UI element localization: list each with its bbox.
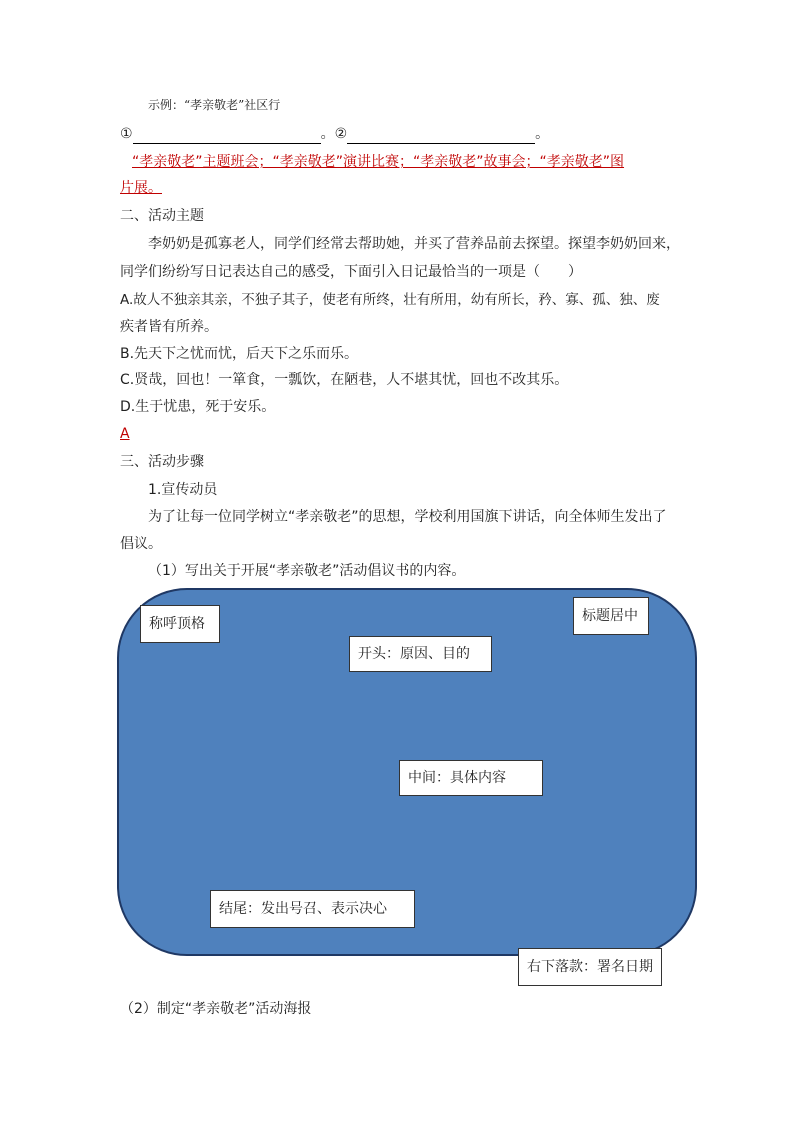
section-2-heading: 二、活动主题: [120, 208, 204, 224]
title-center-box: 标题居中: [573, 597, 649, 635]
section-3-paragraph-1: 为了让每一位同学树立“孝亲敬老”的思想，学校利用国旗下讲话，向全体师生发出了: [148, 509, 667, 525]
opening-box: 开头：原因、目的: [349, 636, 492, 672]
answer-line-1: “孝亲敬老”主题班会；“孝亲敬老”演讲比赛；“孝亲敬老”故事会；“孝亲敬老”图: [132, 154, 625, 170]
option-b: B.先天下之忧而忧，后天下之乐而乐。: [120, 346, 359, 362]
option-a-line-2: 疾者皆有所养。: [120, 319, 218, 335]
question-2: （2）制定“孝亲敬老”活动海报: [120, 1001, 312, 1017]
ending-box: 结尾：发出号召、表示决心: [210, 890, 415, 928]
section-3-paragraph-2: 倡议。: [120, 536, 162, 552]
fill-blank-row: [120, 124, 549, 144]
blank-1[interactable]: [133, 129, 321, 144]
blank-1-period: 。: [320, 126, 335, 142]
salutation-box: 称呼顶格: [140, 605, 220, 643]
option-d: D.生于忧患，死于安乐。: [120, 399, 276, 415]
section-2-paragraph-1: 李奶奶是孤寡老人，同学们经常去帮助她，并买了营养品前去探望。探望李奶奶回来，: [148, 236, 680, 252]
middle-box: 中间：具体内容: [399, 760, 543, 796]
question-1: （1）写出关于开展“孝亲敬老”活动倡议书的内容。: [148, 563, 466, 579]
blank-2-number: ②: [334, 126, 348, 142]
section-3-heading: 三、活动步骤: [120, 454, 204, 470]
blank-1-number: ①: [120, 126, 133, 142]
example-text: 示例：“孝亲敬老”社区行: [148, 98, 281, 112]
option-a-line-1: A.故人不独亲其亲，不独子其子，使老有所终，壮有所用，幼有所长，矜、寡、孤、独、废: [120, 292, 660, 308]
answer-line-2: 片展。: [120, 180, 162, 196]
answer-choice: A: [120, 426, 130, 442]
blank-2[interactable]: [347, 129, 535, 144]
signature-box: 右下落款：署名日期: [518, 948, 662, 986]
blank-2-period: 。: [535, 126, 550, 142]
step-1-title: 1.宣传动员: [148, 482, 218, 498]
option-c: C.贤哉，回也！一箪食，一瓢饮，在陋巷，人不堪其忧，回也不改其乐。: [120, 372, 569, 388]
section-2-paragraph-2: 同学们纷纷写日记表达自己的感受，下面引入日记最恰当的一项是（ ）: [120, 264, 582, 280]
